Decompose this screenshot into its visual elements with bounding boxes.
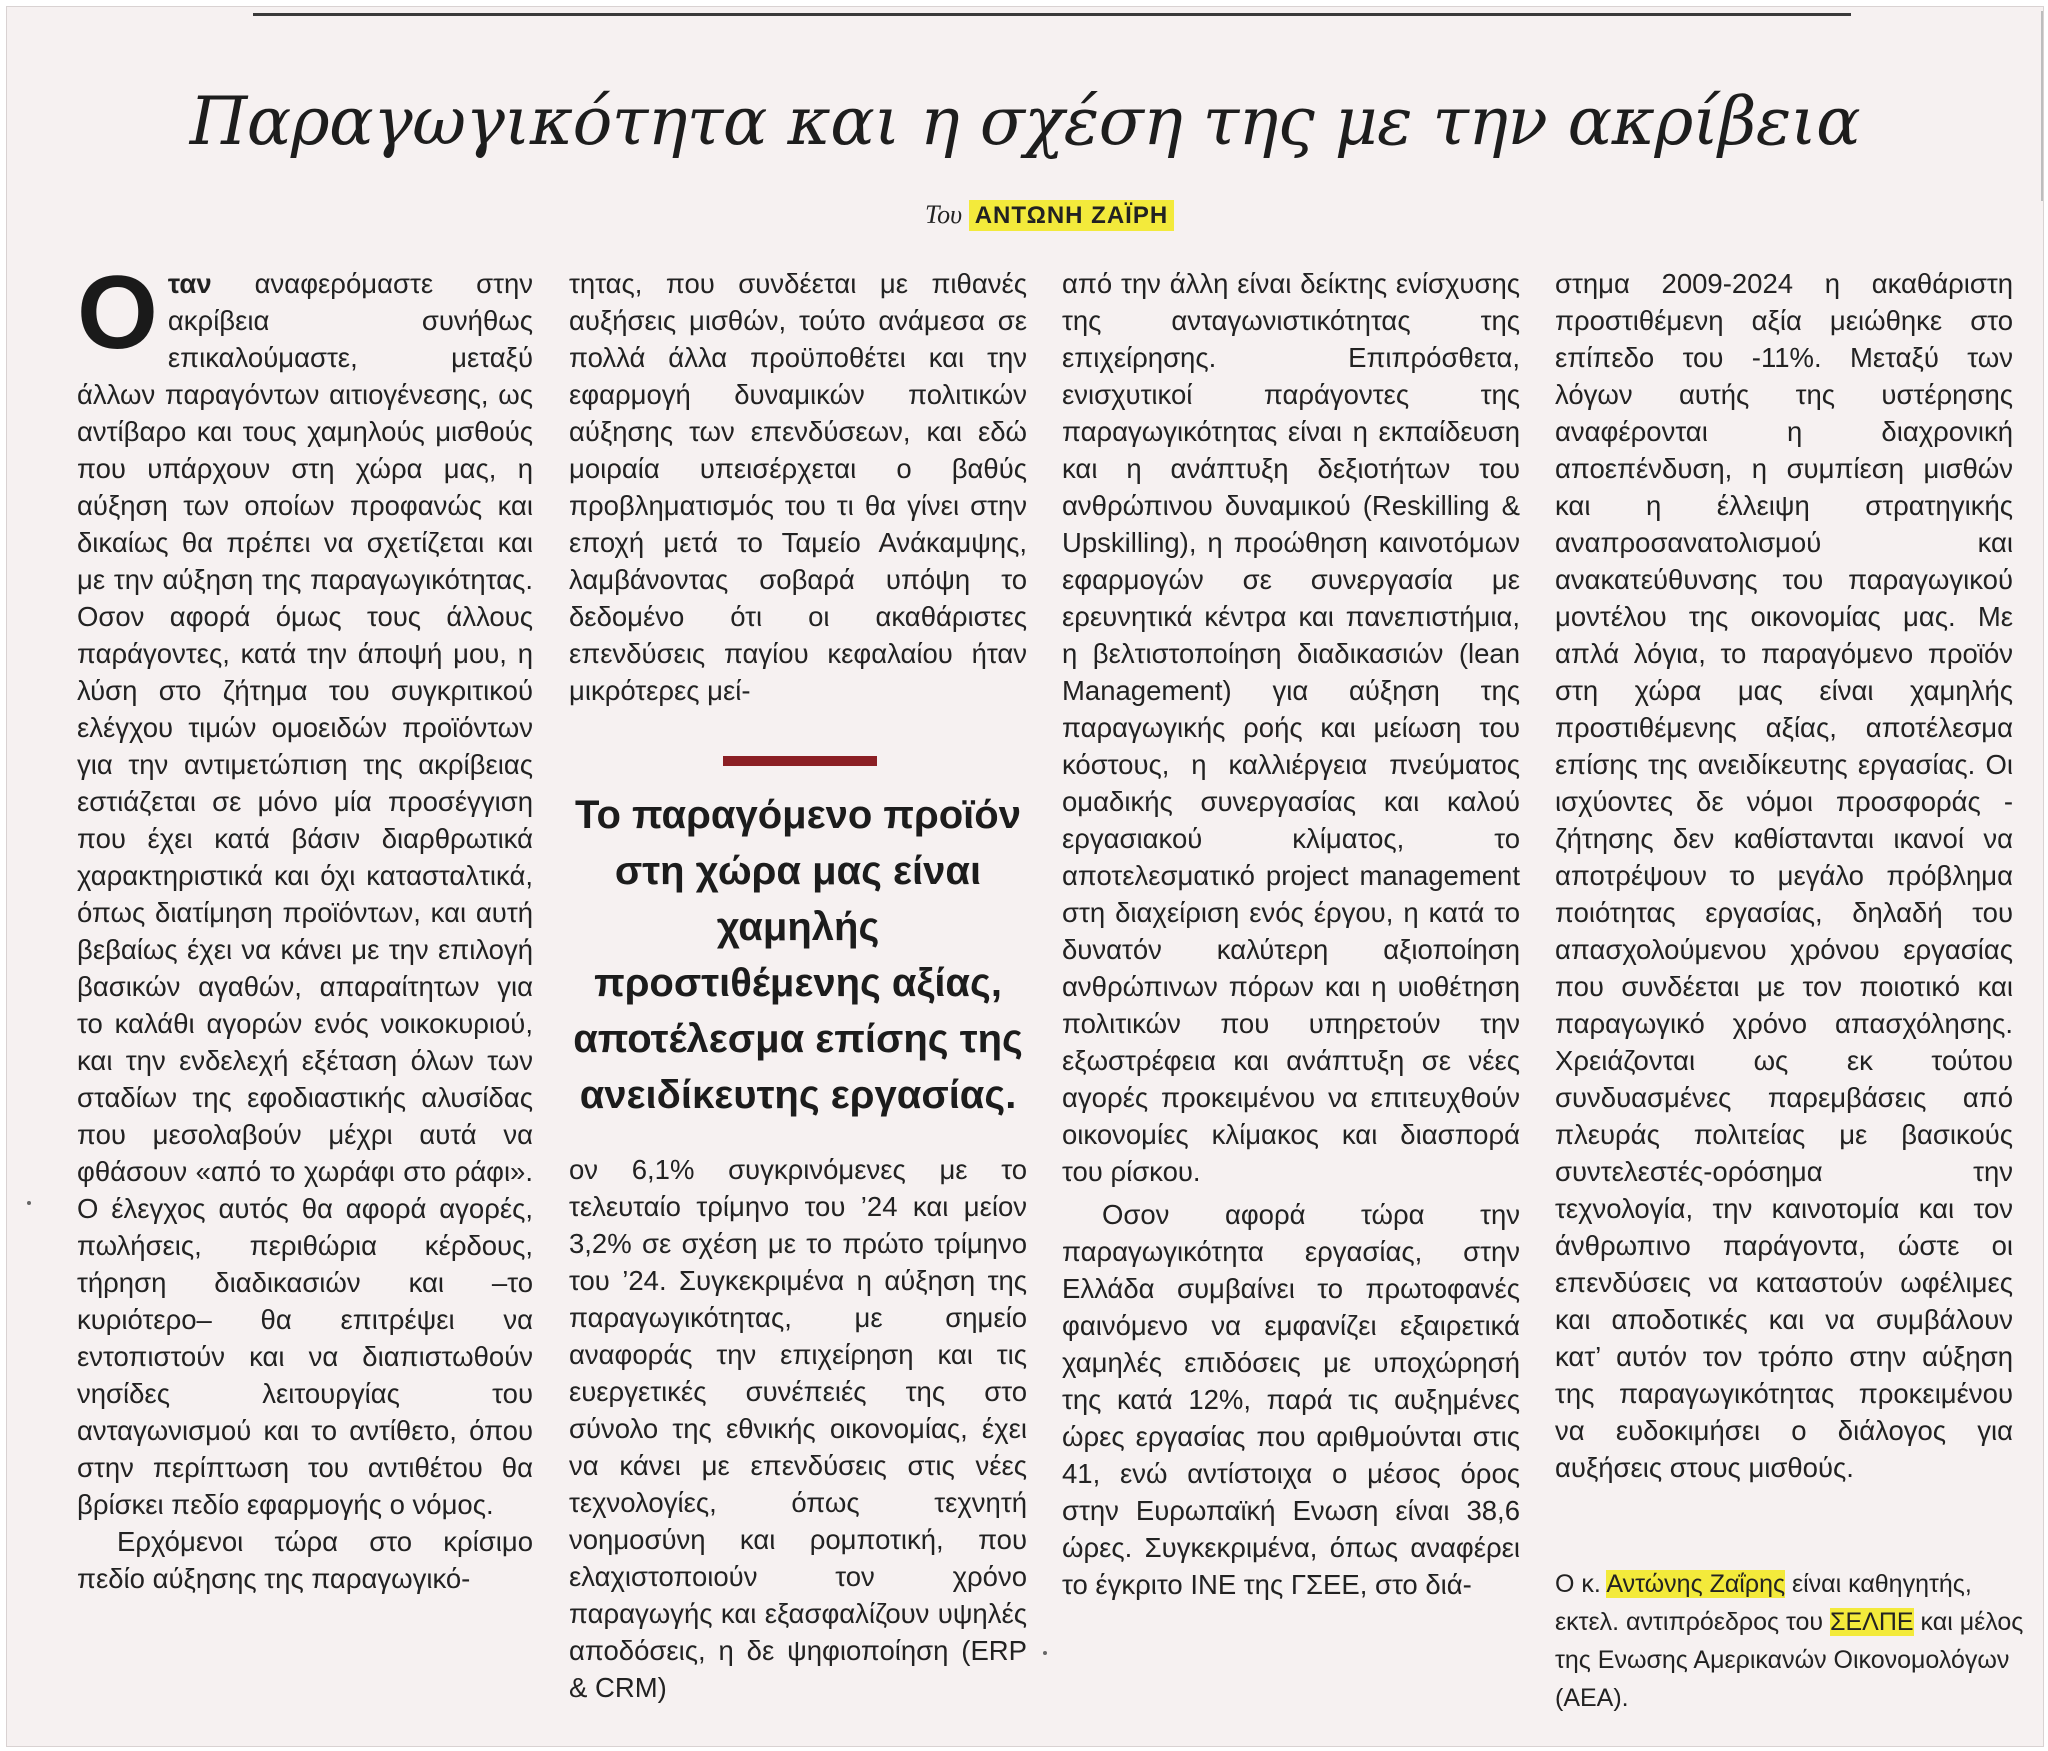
bio-author-name: Αντώνης Ζαΐρης	[1606, 1570, 1786, 1598]
pullquote: Το παραγόμενο προϊόν στη χώρα μας είναι χαμηλής προστιθέμενης αξίας, αποτέλεσμα επίσης της ανειδίκευτης εργασίας.	[573, 793, 1023, 1117]
paragraph-2: Ερχόμενοι τώρα στο κρίσιμο πεδίο αύξησης της παραγωγικό-	[77, 1526, 533, 1594]
column-3-paragraph-2: Οσον αφορά τώρα την παραγωγικότητα εργασίας, στην Ελλάδα συμβαίνει το πρωτοφανές φαινόμενο να εμφανίζει εξαιρετικά χαμηλές επιδόσεις με υποχώρησή της κατά 12%, παρά τις αυξημένες ώρες εργασίας που αριθμούνται στις 41, ενώ αντίστοιχα ο μέσος όρος στην Ευρωπαϊκή Ενωση είναι 38,6 ώρες. Συγκεκριμένα, όπως αναφέρει το έγκριτο ΙΝΕ της ΓΣΕΕ, στο διά-	[1062, 1199, 1520, 1600]
column-2-bottom	[569, 1151, 1027, 1706]
bio-suffix: και μέλος της Ενωσης Αμερικανών Οικονομολόγων (ΑΕΑ).	[1555, 1608, 2024, 1712]
author-bio	[1555, 1565, 2025, 1717]
column-3-paragraph-1: από την άλλη είναι δείκτης ενίσχυσης της ανταγωνιστικότητας της επιχείρησης. Επιπρόσθετα, ενισχυτικοί παράγοντες της παραγωγικότητας είναι η εκπαίδευση και η ανάπτυξη δεξιοτήτων του ανθρώπινου δυναμικού (Reskilling & Upskilling), η προώθηση καινοτόμων εφαρμογών σε συνεργασία με ερευνητικά κέντρα και πανεπιστήμια, η βελτιστοποίηση διαδικασιών (lean Management) για αύξηση της παραγωγικής ροής και μείωση του κόστους, η καλλιέργεια πνεύματος ομαδικής συνεργασίας και καλού εργασιακού κλίματος, το αποτελεσματικό project management στη διαχείριση ενός έργου, η κατά το δυνατόν καλύτερη αξιοποίηση ανθρώπινων πόρων και η υιοθέτηση πολιτικών που υπηρετούν την εξωστρέφεια και ανάπτυξη σε νέες αγορές προκειμένου να επιτευχθούν οικονομίες κλίμακος και διασπορά του ρίσκου.	[1062, 268, 1520, 1187]
article-headline: Παραγωγικότητα και η σχέση της με την ακρίβεια	[189, 83, 1861, 160]
byline	[925, 195, 1174, 235]
paragraph-1-text: αναφερόμαστε στην ακρίβεια συνήθως επικαλούμαστε, μεταξύ άλλων παραγόντων αιτιογένεσης, ως αντίβαρο και τους χαμηλούς μισθούς που υπάρχουν στη χώρα μας, η αύξηση των οποίων προφανώς και δικαίως θα πρέπει να σχετίζεται και με την αύξηση της παραγωγικότητας. Οσον αφορά όμως τους άλλους παράγοντες, κατά την άποψή μου, η λύση στο ζήτημα του συγκριτικού ελέγχου τιμών ομοειδών προϊόντων για την αντιμετώπιση της ακρίβειας εστιάζεται σε μόνο μία προσέγγιση που έχει κατά βάσιν διαρθρωτικά χαρακτηριστικά και όχι κατασταλτικά, όπως διατίμηση προϊόντων, και αυτή βεβαίως έχει να κάνει με την επιλογή βασικών αγαθών, απαραίτητων για το καλάθι αγορών ενός νοικοκυριού, και την ενδελεχή εξέταση όλων των σταδίων της εφοδιαστικής αλυσίδας που μεσολαβούν μέχρι αυτά να φθάσουν «από το χωράφι στο ράφι». Ο έλεγχος αυτός θα αφορά αγορές, πωλήσεις, περιθώρια κέρδους, τήρηση διαδικασιών και –το κυριότερο– θα επιτρέψει να εντοπιστούν και να διαπιστωθούν νησίδες λειτουργίας του ανταγωνισμού και το αντίθετο, όπου στην περίπτωση του αντιθέτου θα βρίσκει πεδίο εφαρμογής ο νόμος.	[77, 268, 533, 1520]
column-1	[77, 255, 533, 1597]
paragraph-1	[77, 255, 533, 1523]
column-2-top	[569, 265, 1027, 709]
newspaper-page	[6, 6, 2044, 1747]
top-rule	[253, 13, 1851, 16]
pullquote-rule	[723, 756, 877, 766]
bio-middle: είναι καθηγητής, εκτελ. αντιπρόεδρος του	[1555, 1570, 1972, 1636]
drop-cap: Ο	[77, 255, 158, 371]
column-4	[1555, 265, 2013, 1486]
lead-word: ταν	[167, 268, 212, 299]
print-speck	[27, 1201, 31, 1205]
column-2-bottom-text: ον 6,1% συγκρινόμενες με το τελευταίο τρίμηνο του ’24 και μείον 3,2% σε σχέση με το πρώτο τρίμηνο του ’24. Συγκεκριμένα η αύξηση της παραγωγικότητας, με σημείο αναφοράς την επιχείρηση και τις ευεργετικές συνέπειές της στο σύνολο της εθνικής οικονομίας, έχει να κάνει με επενδύσεις στις νέες τεχνολογίες, όπως τεχνητή νοημοσύνη και ρομποτική, που ελαχιστοποιούν τον χρόνο παραγωγής και εξασφαλίζουν υψηλές αποδόσεις, η δε ψηφιοποίηση (ERP & CRM)	[569, 1154, 1027, 1703]
column-4-text: στημα 2009-2024 η ακαθάριστη προστιθέμενη αξία μειώθηκε στο επίπεδο του -11%. Μεταξύ των λόγων αυτής της υστέρησης αναφέρονται η διαχρονική αποεπένδυση, η συμπίεση μισθών και η έλλειψη στρατηγικής αναπροσανατολισμού και ανακατεύθυνσης του παραγωγικού μοντέλου της οικονομίας μας. Με απλά λόγια, το παραγόμενο προϊόν στη χώρα μας είναι χαμηλής προστιθέμενης αξίας, αποτέλεσμα επίσης της ανειδίκευτης εργασίας. Οι ισχύοντες δε νόμοι προσφοράς - ζήτησης δεν καθίστανται ικανοί να αποτρέψουν το μεγάλο πρόβλημα ποιότητας εργασίας, δηλαδή του απασχολούμενου χρόνου εργασίας που συνδέεται με τον ποιοτικό και παραγωγικό χρόνο απασχόλησης. Χρειάζονται ως εκ τούτου συνδυασμένες παρεμβάσεις από πλευράς πολιτείας με βασικούς συντελεστές-ορόσημα την τεχνολογία, την καινοτομία και τον άνθρωπινο παράγοντα, ώστε οι επενδύσεις να καταστούν ωφέλιμες και αποδοτικές και να συμβάλουν κατ’ αυτόν τον τρόπο στην αύξηση της παραγωγικότητας προκειμένου να ευδοκιμήσει ο διάλογος για αυξήσεις στους μισθούς.	[1555, 268, 2013, 1483]
byline-author: ΑΝΤΩΝΗ ΖΑΪΡΗ	[969, 200, 1174, 231]
column-2-top-text: τητας, που συνδέεται με πιθανές αυξήσεις μισθών, τούτο ανάμεσα σε πολλά άλλα προϋποθέτει και την εφαρμογή δυναμικών πολιτικών αύξησης των επενδύσεων, και εδώ μοιραία υπεισέρχεται ο βαθύς προβληματισμός του τι θα γίνει στην εποχή μετά το Ταμείο Ανάκαμψης, λαμβάνοντας σοβαρά υπόψη το δεδομένο ότι οι ακαθάριστες επενδύσεις παγίου κεφαλαίου ήταν μικρότερες μεί-	[569, 268, 1027, 706]
column-3	[1062, 265, 1520, 1603]
byline-prefix: Του	[925, 200, 963, 229]
bio-prefix: Ο κ.	[1555, 1570, 1607, 1598]
print-speck	[1043, 1651, 1047, 1655]
bio-organization: ΣΕΛΠΕ	[1830, 1608, 1914, 1636]
